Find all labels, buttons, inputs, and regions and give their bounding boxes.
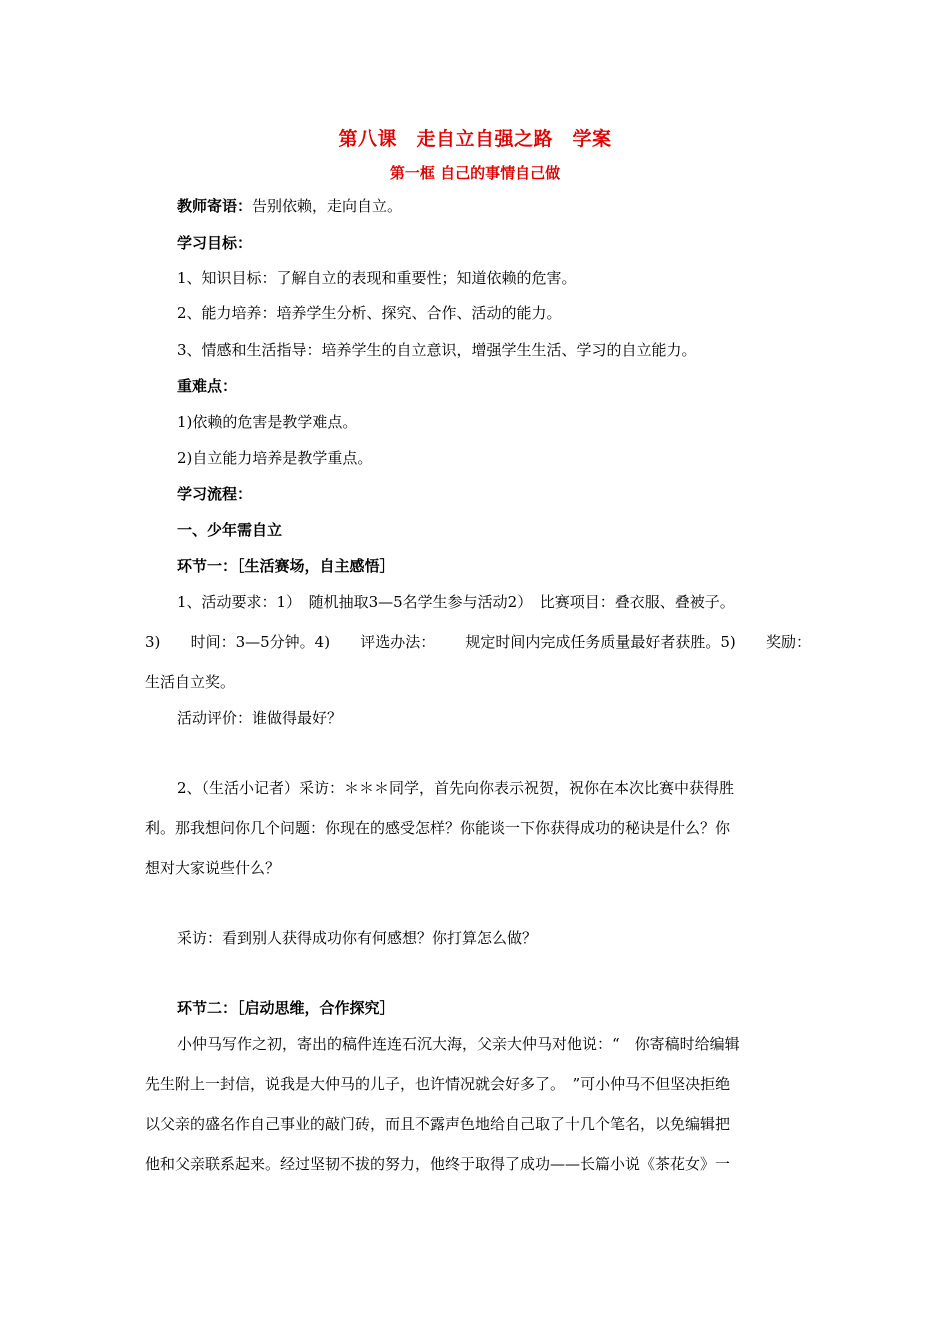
activity-part: 3) xyxy=(145,633,161,651)
key-points-heading: 重难点： xyxy=(177,377,238,395)
activity-part: 奖励： xyxy=(765,633,811,651)
interview-question: 采访：看到别人获得成功你有何感想？你打算怎么做？ xyxy=(177,929,538,947)
goal-emotion: 3、情感和生活指导：培养学生的自立意识，增强学生生活、学习的自立能力。 xyxy=(177,341,697,359)
teacher-message-text: 告别依赖，走向自立。 xyxy=(252,197,403,215)
activity-line-2 xyxy=(145,632,811,652)
activity-line-3: 生活自立奖。 xyxy=(145,673,236,691)
goal-ability: 2、能力培养：培养学生分析、探究、合作、活动的能力。 xyxy=(177,304,562,322)
story-line-4: 他和父亲联系起来。经过坚韧不拔的努力，他终于取得了成功——长篇小说《茶花女》一 xyxy=(145,1155,731,1173)
interview-line-2: 利。那我想问你几个问题：你现在的感受怎样？你能谈一下你获得成功的秘诀是什么？你 xyxy=(145,819,731,837)
activity-part: 评选办法： xyxy=(360,633,436,651)
story-line-1: 小仲马写作之初，寄出的稿件连连石沉大海，父亲大仲马对他说：“ 你寄稿时给编辑 xyxy=(177,1035,740,1053)
flow-heading: 学习流程： xyxy=(177,485,253,503)
teacher-message-label: 教师寄语： xyxy=(177,197,253,215)
interview-line-3: 想对大家说些什么？ xyxy=(145,859,281,877)
teacher-message xyxy=(177,196,402,216)
activity-evaluation: 活动评价：谁做得最好？ xyxy=(177,709,343,727)
key-point-focus: 2)自立能力培养是教学重点。 xyxy=(177,449,373,467)
story-line-3: 以父亲的盛名作自己事业的敲门砖，而且不露声色地给自己取了十几个笔名，以免编辑把 xyxy=(145,1115,731,1133)
activity-line-1: 1、活动要求：1） 随机抽取3—5名学生参与活动2） 比赛项目：叠衣服、叠被子。 xyxy=(177,593,735,611)
activity-part: 时间：3—5分钟。4) xyxy=(190,633,331,651)
goal-knowledge: 1、知识目标：了解自立的表现和重要性；知道依赖的危害。 xyxy=(177,269,577,287)
lesson-title: 第八课 走自立自强之路 学案 xyxy=(338,128,612,150)
step-one-heading: 环节一：［生活赛场，自主感悟］ xyxy=(177,557,395,575)
activity-part: 规定时间内完成任务质量最好者获胜。5) xyxy=(465,633,736,651)
goals-heading: 学习目标： xyxy=(177,234,253,252)
interview-line-1: 2、（生活小记者）采访：＊＊＊同学，首先向你表示祝贺，祝你在本次比赛中获得胜 xyxy=(177,779,735,797)
story-line-2: 先生附上一封信，说我是大仲马的儿子，也许情况就会好多了。 ”可小仲马不但坚决拒绝 xyxy=(145,1075,731,1093)
lesson-subtitle: 第一框 自己的事情自己做 xyxy=(389,164,561,182)
section-heading: 一、少年需自立 xyxy=(177,521,283,539)
step-two-heading: 环节二：［启动思维，合作探究］ xyxy=(177,999,395,1017)
key-point-difficulty: 1)依赖的危害是教学难点。 xyxy=(177,413,358,431)
